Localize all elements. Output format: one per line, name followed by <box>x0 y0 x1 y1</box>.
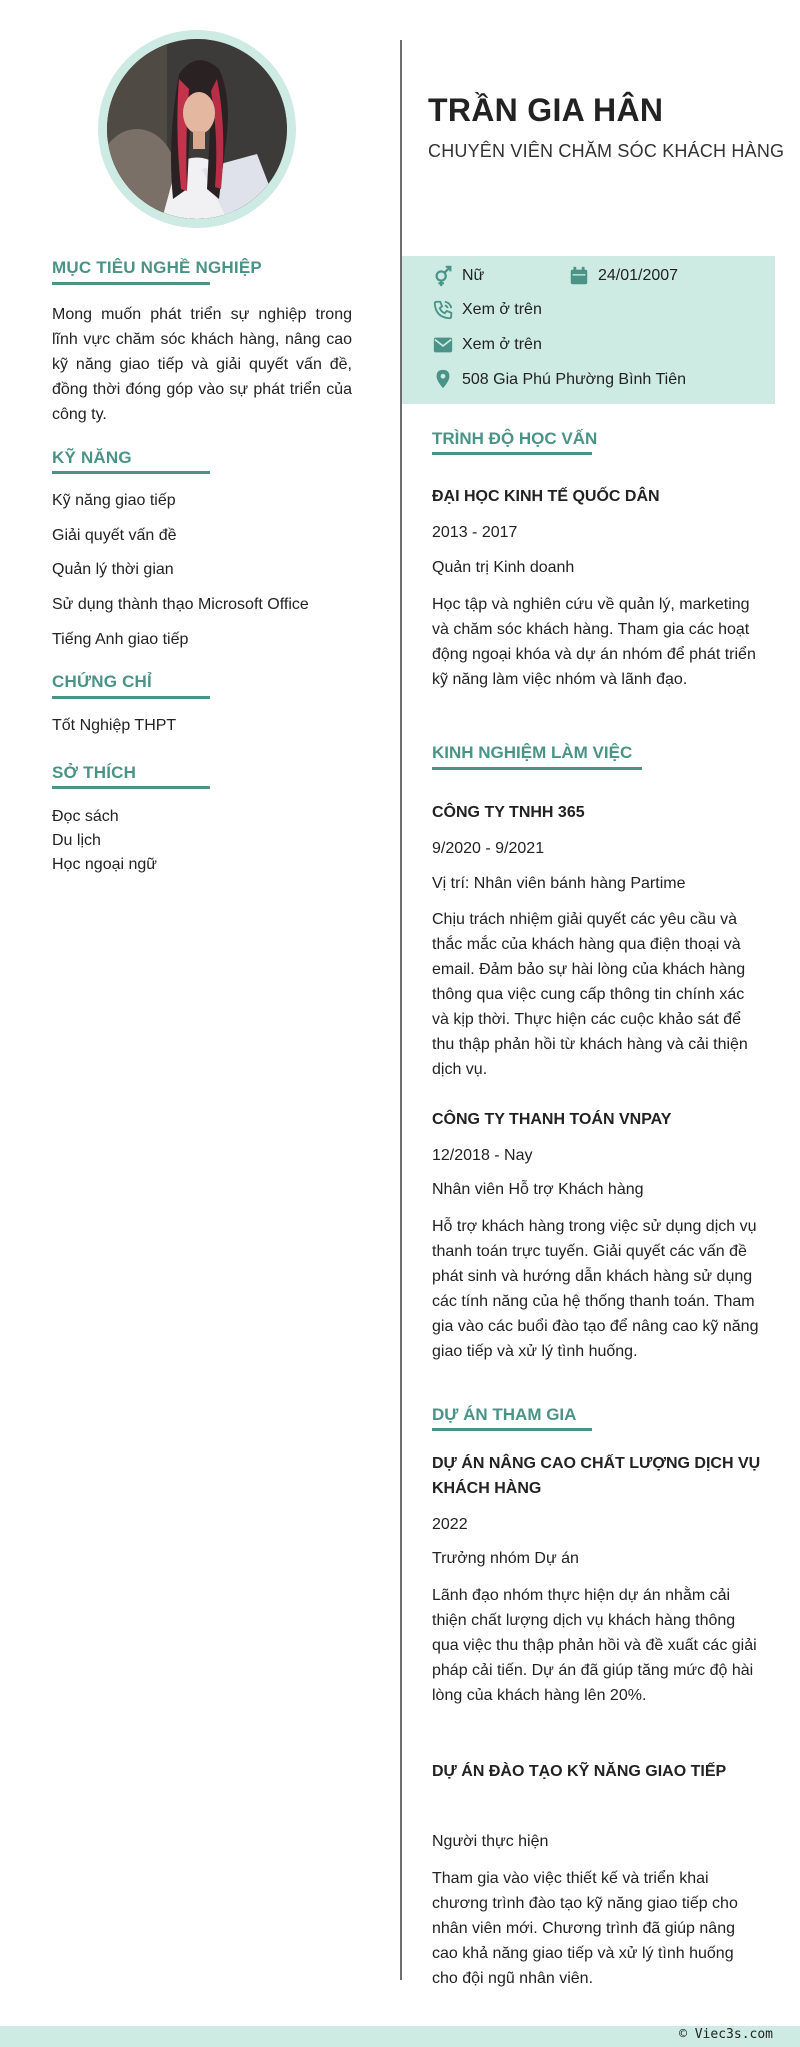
certificate-item: Tốt Nghiệp THPT <box>52 717 177 734</box>
avatar-photo <box>107 39 287 219</box>
skill-item: Quản lý thời gian <box>52 561 174 578</box>
birthday-value: 24/01/2007 <box>598 267 679 284</box>
company-name: CÔNG TY THANH TOÁN VNPAY <box>432 1111 672 1128</box>
project-description: Lãnh đạo nhóm thực hiện dự án nhằm cải thiện chất lượng dịch vụ khách hàng thông qua việc thu thập phản hồi và đề xuất các giải pháp cải tiến. Dự án đã giúp tăng mức độ hài lòng của khách hàng lên 20%. <box>432 1587 757 1704</box>
candidate-name: TRẦN GIA HÂN <box>428 92 664 128</box>
education-major: Quản trị Kinh doanh <box>432 559 575 576</box>
project-role: Trưởng nhóm Dự án <box>432 1550 579 1567</box>
projects-underline <box>432 1428 592 1431</box>
certificates-title: CHỨNG CHỈ <box>52 672 152 691</box>
certificates-underline <box>52 696 210 699</box>
job-description: Chịu trách nhiệm giải quyết các yêu cầu và thắc mắc của khách hàng qua điện thoại và email. Đảm bảo sự hài lòng của khách hàng thông qua việc cung cấp thông tin chính xác và kịp thời. Thực hiện các cuộc khảo sát để thu thập phản hồi từ khách hàng và cải thiện dịch vụ. <box>432 911 748 1078</box>
calendar-icon <box>568 265 590 287</box>
project-year: 2022 <box>432 1516 468 1533</box>
skills-underline <box>52 471 210 474</box>
experience-underline <box>432 767 642 770</box>
footer-copyright: © Viec3s.com <box>679 2027 773 2042</box>
education-period: 2013 - 2017 <box>432 524 518 541</box>
address-value: 508 Gia Phú Phường Bình Tiên <box>462 371 687 388</box>
hobby-item: Đọc sách <box>52 808 119 825</box>
job-position: Nhân viên Hỗ trợ Khách hàng <box>432 1181 644 1198</box>
job-title: CHUYÊN VIÊN CHĂM SÓC KHÁCH HÀNG <box>428 141 785 161</box>
school-name: ĐẠI HỌC KINH TẾ QUỐC DÂN <box>432 488 660 505</box>
education-title: TRÌNH ĐỘ HỌC VẤN <box>432 429 598 448</box>
hobby-item: Học ngoại ngữ <box>52 856 157 873</box>
job-description: Hỗ trợ khách hàng trong việc sử dụng dịch vụ thanh toán trực tuyến. Giải quyết các vấn đề phát sinh và hướng dẫn khách hàng sử dụng các tính năng của hệ thống thanh toán. Tham gia vào các buổi đào tạo để nâng cao kỹ năng giao tiếp và xử lý tình huống. <box>432 1218 759 1360</box>
skill-item: Sử dụng thành thạo Microsoft Office <box>52 596 309 613</box>
objective-text: Mong muốn phát triển sự nghiệp trong lĩnh vực chăm sóc khách hàng, nâng cao kỹ năng giao tiếp và giải quyết vấn đề, đồng thời đóng góp vào sự phát triển của công ty. <box>52 306 352 423</box>
phone-icon <box>432 299 454 321</box>
job-period: 12/2018 - Nay <box>432 1147 533 1164</box>
skills-title: KỸ NĂNG <box>52 448 132 467</box>
company-name: CÔNG TY TNHH 365 <box>432 804 585 821</box>
hobbies-underline <box>52 786 210 789</box>
hobbies-title: SỞ THÍCH <box>52 763 137 782</box>
gender-value: Nữ <box>462 267 485 284</box>
education-underline <box>432 452 592 455</box>
projects-title: DỰ ÁN THAM GIA <box>432 1405 577 1424</box>
skill-item: Kỹ năng giao tiếp <box>52 492 176 509</box>
hobby-item: Du lịch <box>52 832 101 849</box>
objective-title: MỤC TIÊU NGHỀ NGHIỆP <box>52 258 262 277</box>
location-icon <box>432 368 454 390</box>
job-period: 9/2020 - 9/2021 <box>432 840 545 857</box>
project-name: DỰ ÁN ĐÀO TẠO KỸ NĂNG GIAO TIẾP <box>432 1763 727 1780</box>
email-value: Xem ở trên <box>462 336 542 353</box>
education-description: Học tập và nghiên cứu về quản lý, marketing và chăm sóc khách hàng. Tham gia các hoạt động ngoại khóa và dự án nhóm để phát triển kỹ năng làm việc nhóm và lãnh đạo. <box>432 596 756 688</box>
objective-underline <box>52 282 210 285</box>
experience-title: KINH NGHIỆM LÀM VIỆC <box>432 743 633 762</box>
project-name: DỰ ÁN NÂNG CAO CHẤT LƯỢNG DỊCH VỤ KHÁCH HÀNG <box>432 1455 761 1497</box>
project-description: Tham gia vào việc thiết kế và triển khai chương trình đào tạo kỹ năng giao tiếp cho nhân viên mới. Chương trình đã giúp nâng cao khả năng giao tiếp và xử lý tình huống cho đội ngũ nhân viên. <box>432 1870 738 1987</box>
job-position: Vị trí: Nhân viên bánh hàng Partime <box>432 875 686 892</box>
skill-item: Tiếng Anh giao tiếp <box>52 631 189 648</box>
phone-value: Xem ở trên <box>462 301 542 318</box>
email-icon <box>432 334 454 356</box>
avatar <box>107 39 287 219</box>
gender-icon <box>432 265 454 287</box>
avatar-frame <box>98 30 296 228</box>
project-role: Người thực hiện <box>432 1833 549 1850</box>
skill-item: Giải quyết vấn đề <box>52 527 177 544</box>
